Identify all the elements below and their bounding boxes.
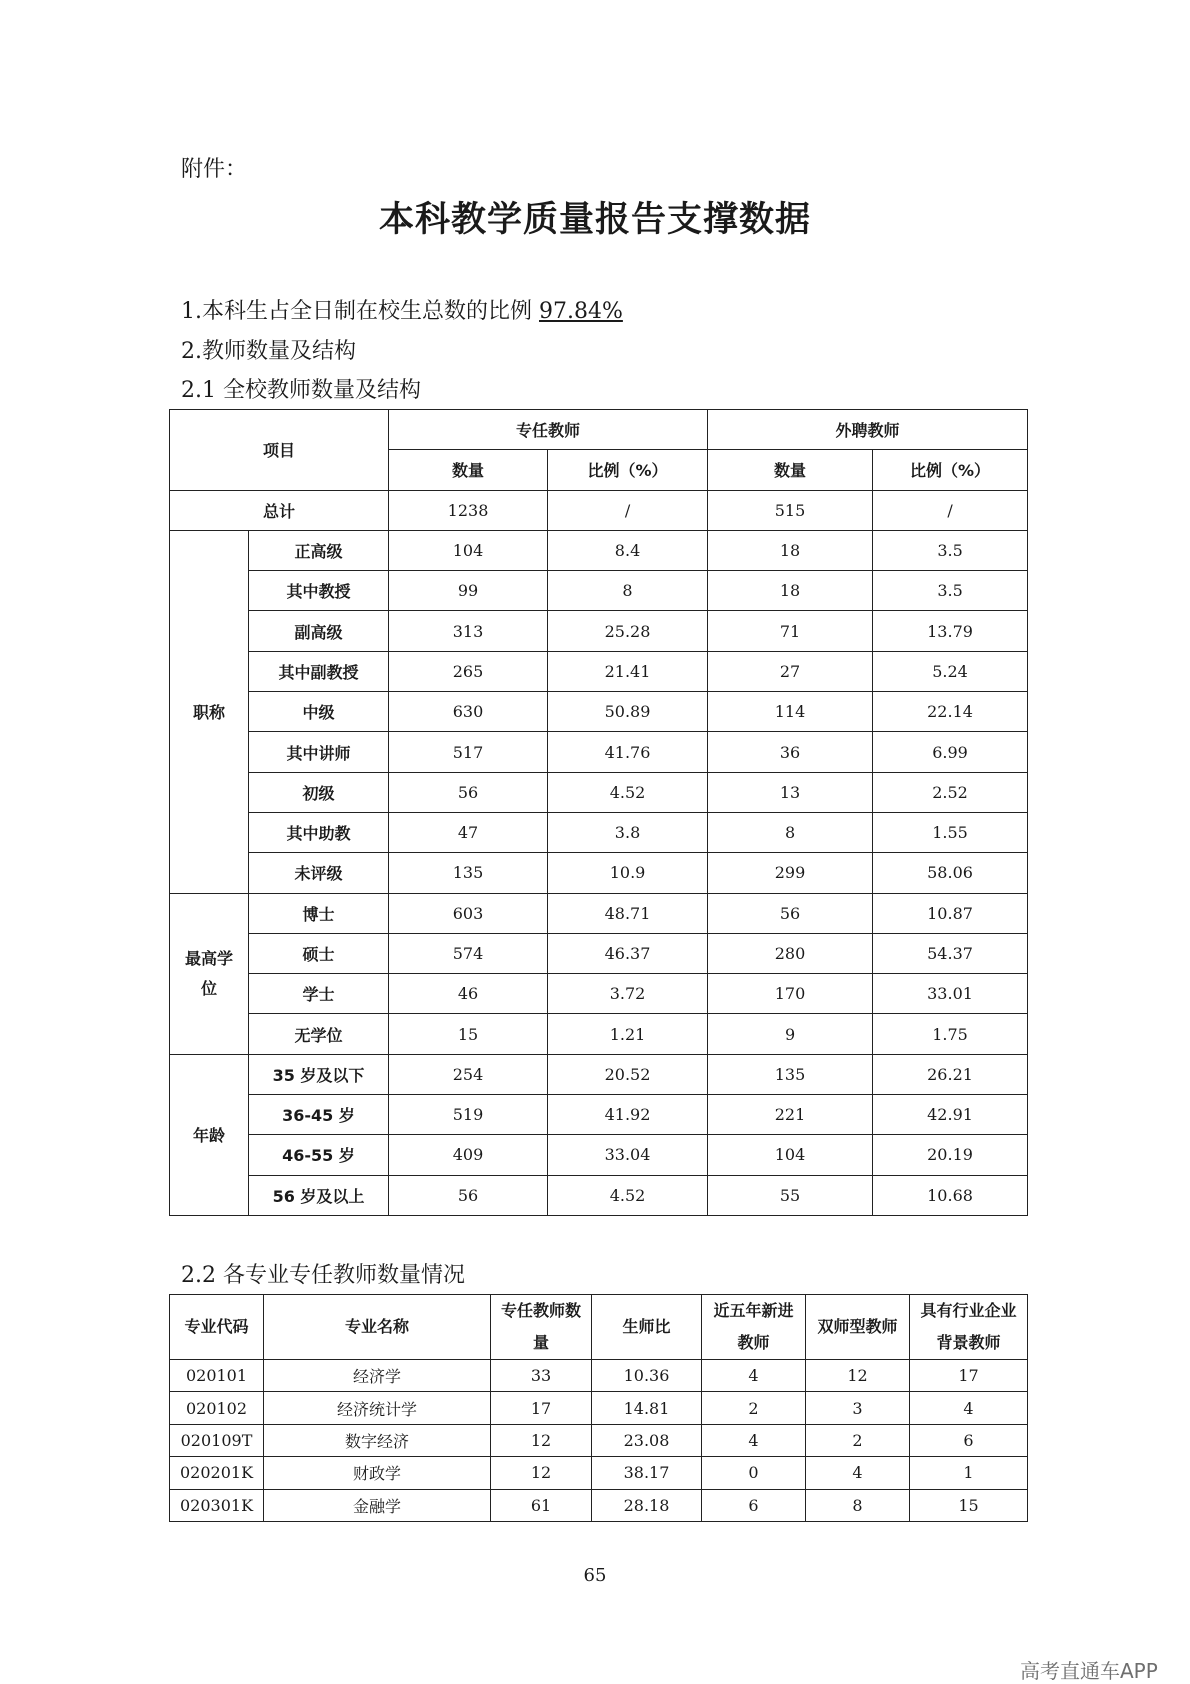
header-item: 项目 bbox=[170, 410, 389, 491]
table-cell: 金融学 bbox=[264, 1489, 491, 1521]
table-cell: 28.18 bbox=[592, 1489, 702, 1521]
table-row bbox=[170, 1424, 1028, 1456]
fulltime-ratio-cell: 50.89 bbox=[548, 692, 708, 732]
external-count-cell: 13 bbox=[708, 772, 873, 812]
table-row bbox=[170, 1054, 1028, 1094]
column-header: 专任教师数量 bbox=[491, 1295, 592, 1360]
external-ratio-cell: 1.55 bbox=[873, 812, 1028, 852]
table-row bbox=[170, 1175, 1028, 1215]
table-cell: 61 bbox=[491, 1489, 592, 1521]
table-cell: 3 bbox=[806, 1392, 910, 1424]
external-ratio-cell: 3.5 bbox=[873, 571, 1028, 611]
external-count-cell: 27 bbox=[708, 651, 873, 691]
fulltime-ratio-cell: 8.4 bbox=[548, 530, 708, 570]
external-ratio-cell: 3.5 bbox=[873, 530, 1028, 570]
table-cell: 020102 bbox=[170, 1392, 264, 1424]
fulltime-count-cell: 47 bbox=[389, 812, 548, 852]
total-fulltime-count: 1238 bbox=[389, 490, 548, 530]
fulltime-ratio-cell: 8 bbox=[548, 571, 708, 611]
table-cell: 17 bbox=[910, 1360, 1028, 1392]
group-label: 最高学位 bbox=[170, 893, 249, 1054]
row-label: 其中副教授 bbox=[249, 651, 389, 691]
attachment-label: 附件： bbox=[181, 157, 248, 182]
external-count-cell: 55 bbox=[708, 1175, 873, 1215]
external-count-cell: 170 bbox=[708, 974, 873, 1014]
column-header: 具有行业企业背景教师 bbox=[910, 1295, 1028, 1360]
table-cell: 4 bbox=[702, 1360, 806, 1392]
external-ratio-cell: 26.21 bbox=[873, 1054, 1028, 1094]
table-row bbox=[170, 530, 1028, 570]
fulltime-count-cell: 46 bbox=[389, 974, 548, 1014]
fulltime-ratio-cell: 1.21 bbox=[548, 1014, 708, 1054]
fulltime-ratio-cell: 3.72 bbox=[548, 974, 708, 1014]
external-ratio-cell: 2.52 bbox=[873, 772, 1028, 812]
external-ratio-cell: 42.91 bbox=[873, 1095, 1028, 1135]
table-cell: 6 bbox=[702, 1489, 806, 1521]
fulltime-count-cell: 104 bbox=[389, 530, 548, 570]
table-row bbox=[170, 692, 1028, 732]
fulltime-ratio-cell: 48.71 bbox=[548, 893, 708, 933]
fulltime-count-cell: 313 bbox=[389, 611, 548, 651]
row-label: 其中讲师 bbox=[249, 732, 389, 772]
table-cell: 4 bbox=[702, 1424, 806, 1456]
table-cell: 12 bbox=[491, 1424, 592, 1456]
table-cell: 10.36 bbox=[592, 1360, 702, 1392]
undergrad-ratio-text: 1.本科生占全日制在校生总数的比例 bbox=[181, 299, 532, 324]
table-cell: 数字经济 bbox=[264, 1424, 491, 1456]
fulltime-count-cell: 56 bbox=[389, 772, 548, 812]
column-header: 生师比 bbox=[592, 1295, 702, 1360]
table-row bbox=[170, 1360, 1028, 1392]
external-ratio-cell: 1.75 bbox=[873, 1014, 1028, 1054]
table-row bbox=[170, 1489, 1028, 1521]
external-ratio-cell: 5.24 bbox=[873, 651, 1028, 691]
row-label: 初级 bbox=[249, 772, 389, 812]
table-row bbox=[170, 1014, 1028, 1054]
table-header-row bbox=[170, 410, 1028, 450]
external-ratio-cell: 6.99 bbox=[873, 732, 1028, 772]
external-ratio-cell: 33.01 bbox=[873, 974, 1028, 1014]
total-fulltime-ratio: / bbox=[548, 490, 708, 530]
teacher-structure-body bbox=[170, 410, 1028, 1216]
row-label: 其中教授 bbox=[249, 571, 389, 611]
row-label: 35 岁及以下 bbox=[249, 1054, 389, 1094]
table-row bbox=[170, 571, 1028, 611]
header-fulltime-count: 数量 bbox=[389, 450, 548, 490]
header-external-ratio: 比例（%） bbox=[873, 450, 1028, 490]
fulltime-ratio-cell: 4.52 bbox=[548, 1175, 708, 1215]
fulltime-ratio-cell: 33.04 bbox=[548, 1135, 708, 1175]
table-cell: 23.08 bbox=[592, 1424, 702, 1456]
row-label: 其中助教 bbox=[249, 812, 389, 852]
row-label: 正高级 bbox=[249, 530, 389, 570]
fulltime-ratio-cell: 10.9 bbox=[548, 853, 708, 893]
external-count-cell: 56 bbox=[708, 893, 873, 933]
fulltime-count-cell: 517 bbox=[389, 732, 548, 772]
fulltime-ratio-cell: 41.92 bbox=[548, 1095, 708, 1135]
row-label: 无学位 bbox=[249, 1014, 389, 1054]
teacher-structure-table bbox=[169, 409, 1028, 1216]
total-row bbox=[170, 490, 1028, 530]
fulltime-count-cell: 15 bbox=[389, 1014, 548, 1054]
fulltime-count-cell: 519 bbox=[389, 1095, 548, 1135]
section-2-heading: 2.教师数量及结构 bbox=[181, 339, 356, 364]
table-cell: 1 bbox=[910, 1457, 1028, 1489]
table-cell: 020201K bbox=[170, 1457, 264, 1489]
undergrad-ratio-line bbox=[181, 294, 623, 325]
row-label: 博士 bbox=[249, 893, 389, 933]
table-header-row bbox=[170, 1295, 1028, 1360]
table-row bbox=[170, 1135, 1028, 1175]
table-cell: 17 bbox=[491, 1392, 592, 1424]
external-ratio-cell: 54.37 bbox=[873, 933, 1028, 973]
table-cell: 2 bbox=[806, 1424, 910, 1456]
fulltime-ratio-cell: 41.76 bbox=[548, 732, 708, 772]
table-cell: 33 bbox=[491, 1360, 592, 1392]
fulltime-count-cell: 603 bbox=[389, 893, 548, 933]
group-label: 职称 bbox=[170, 530, 249, 893]
external-count-cell: 18 bbox=[708, 530, 873, 570]
table-row bbox=[170, 974, 1028, 1014]
table-cell: 12 bbox=[806, 1360, 910, 1392]
undergrad-ratio-value: 97.84% bbox=[539, 299, 623, 324]
fulltime-ratio-cell: 46.37 bbox=[548, 933, 708, 973]
fulltime-ratio-cell: 20.52 bbox=[548, 1054, 708, 1094]
row-label: 56 岁及以上 bbox=[249, 1175, 389, 1215]
header-fulltime: 专任教师 bbox=[389, 410, 708, 450]
row-label: 副高级 bbox=[249, 611, 389, 651]
table-row bbox=[170, 1095, 1028, 1135]
fulltime-count-cell: 135 bbox=[389, 853, 548, 893]
external-count-cell: 9 bbox=[708, 1014, 873, 1054]
fulltime-count-cell: 99 bbox=[389, 571, 548, 611]
table-row bbox=[170, 933, 1028, 973]
page-title: 本科教学质量报告支撑数据 bbox=[378, 200, 811, 240]
fulltime-ratio-cell: 4.52 bbox=[548, 772, 708, 812]
external-count-cell: 221 bbox=[708, 1095, 873, 1135]
external-count-cell: 36 bbox=[708, 732, 873, 772]
fulltime-count-cell: 574 bbox=[389, 933, 548, 973]
row-label: 中级 bbox=[249, 692, 389, 732]
external-ratio-cell: 13.79 bbox=[873, 611, 1028, 651]
table-cell: 财政学 bbox=[264, 1457, 491, 1489]
table-cell: 020101 bbox=[170, 1360, 264, 1392]
column-header: 近五年新进教师 bbox=[702, 1295, 806, 1360]
table-cell: 020301K bbox=[170, 1489, 264, 1521]
table-row bbox=[170, 772, 1028, 812]
table-cell: 经济统计学 bbox=[264, 1392, 491, 1424]
external-count-cell: 114 bbox=[708, 692, 873, 732]
external-count-cell: 104 bbox=[708, 1135, 873, 1175]
fulltime-count-cell: 254 bbox=[389, 1054, 548, 1094]
fulltime-count-cell: 630 bbox=[389, 692, 548, 732]
external-count-cell: 299 bbox=[708, 853, 873, 893]
table-row bbox=[170, 611, 1028, 651]
fulltime-ratio-cell: 25.28 bbox=[548, 611, 708, 651]
table-cell: 4 bbox=[806, 1457, 910, 1489]
row-label: 硕士 bbox=[249, 933, 389, 973]
total-external-ratio: / bbox=[873, 490, 1028, 530]
table-row bbox=[170, 1392, 1028, 1424]
row-label: 36-45 岁 bbox=[249, 1095, 389, 1135]
total-external-count: 515 bbox=[708, 490, 873, 530]
table-row bbox=[170, 853, 1028, 893]
major-teacher-body bbox=[170, 1295, 1028, 1522]
group-label: 年龄 bbox=[170, 1054, 249, 1215]
page-number: 65 bbox=[583, 1565, 607, 1586]
fulltime-count-cell: 56 bbox=[389, 1175, 548, 1215]
table-row bbox=[170, 1457, 1028, 1489]
table-row bbox=[170, 651, 1028, 691]
table-cell: 020109T bbox=[170, 1424, 264, 1456]
row-label: 未评级 bbox=[249, 853, 389, 893]
fulltime-ratio-cell: 21.41 bbox=[548, 651, 708, 691]
external-ratio-cell: 58.06 bbox=[873, 853, 1028, 893]
total-label: 总计 bbox=[170, 490, 389, 530]
table-row bbox=[170, 812, 1028, 852]
external-count-cell: 71 bbox=[708, 611, 873, 651]
external-ratio-cell: 10.87 bbox=[873, 893, 1028, 933]
column-header: 专业名称 bbox=[264, 1295, 491, 1360]
fulltime-count-cell: 265 bbox=[389, 651, 548, 691]
external-ratio-cell: 22.14 bbox=[873, 692, 1028, 732]
column-header: 双师型教师 bbox=[806, 1295, 910, 1360]
fulltime-count-cell: 409 bbox=[389, 1135, 548, 1175]
table-cell: 15 bbox=[910, 1489, 1028, 1521]
table-cell: 14.81 bbox=[592, 1392, 702, 1424]
table-row bbox=[170, 732, 1028, 772]
table-cell: 经济学 bbox=[264, 1360, 491, 1392]
column-header: 专业代码 bbox=[170, 1295, 264, 1360]
major-teacher-table bbox=[169, 1294, 1028, 1522]
row-label: 46-55 岁 bbox=[249, 1135, 389, 1175]
table-cell: 8 bbox=[806, 1489, 910, 1521]
external-count-cell: 135 bbox=[708, 1054, 873, 1094]
section-2-1-heading: 2.1 全校教师数量及结构 bbox=[181, 378, 421, 403]
table-cell: 4 bbox=[910, 1392, 1028, 1424]
external-ratio-cell: 10.68 bbox=[873, 1175, 1028, 1215]
table-cell: 38.17 bbox=[592, 1457, 702, 1489]
external-count-cell: 280 bbox=[708, 933, 873, 973]
table-cell: 0 bbox=[702, 1457, 806, 1489]
table-cell: 2 bbox=[702, 1392, 806, 1424]
row-label: 学士 bbox=[249, 974, 389, 1014]
header-external: 外聘教师 bbox=[708, 410, 1028, 450]
watermark: 高考直通车APP bbox=[1020, 1659, 1158, 1683]
external-count-cell: 18 bbox=[708, 571, 873, 611]
header-fulltime-ratio: 比例（%） bbox=[548, 450, 708, 490]
table-cell: 6 bbox=[910, 1424, 1028, 1456]
header-external-count: 数量 bbox=[708, 450, 873, 490]
fulltime-ratio-cell: 3.8 bbox=[548, 812, 708, 852]
table-cell: 12 bbox=[491, 1457, 592, 1489]
table-row bbox=[170, 893, 1028, 933]
external-count-cell: 8 bbox=[708, 812, 873, 852]
external-ratio-cell: 20.19 bbox=[873, 1135, 1028, 1175]
section-2-2-heading: 2.2 各专业专任教师数量情况 bbox=[181, 1263, 465, 1288]
